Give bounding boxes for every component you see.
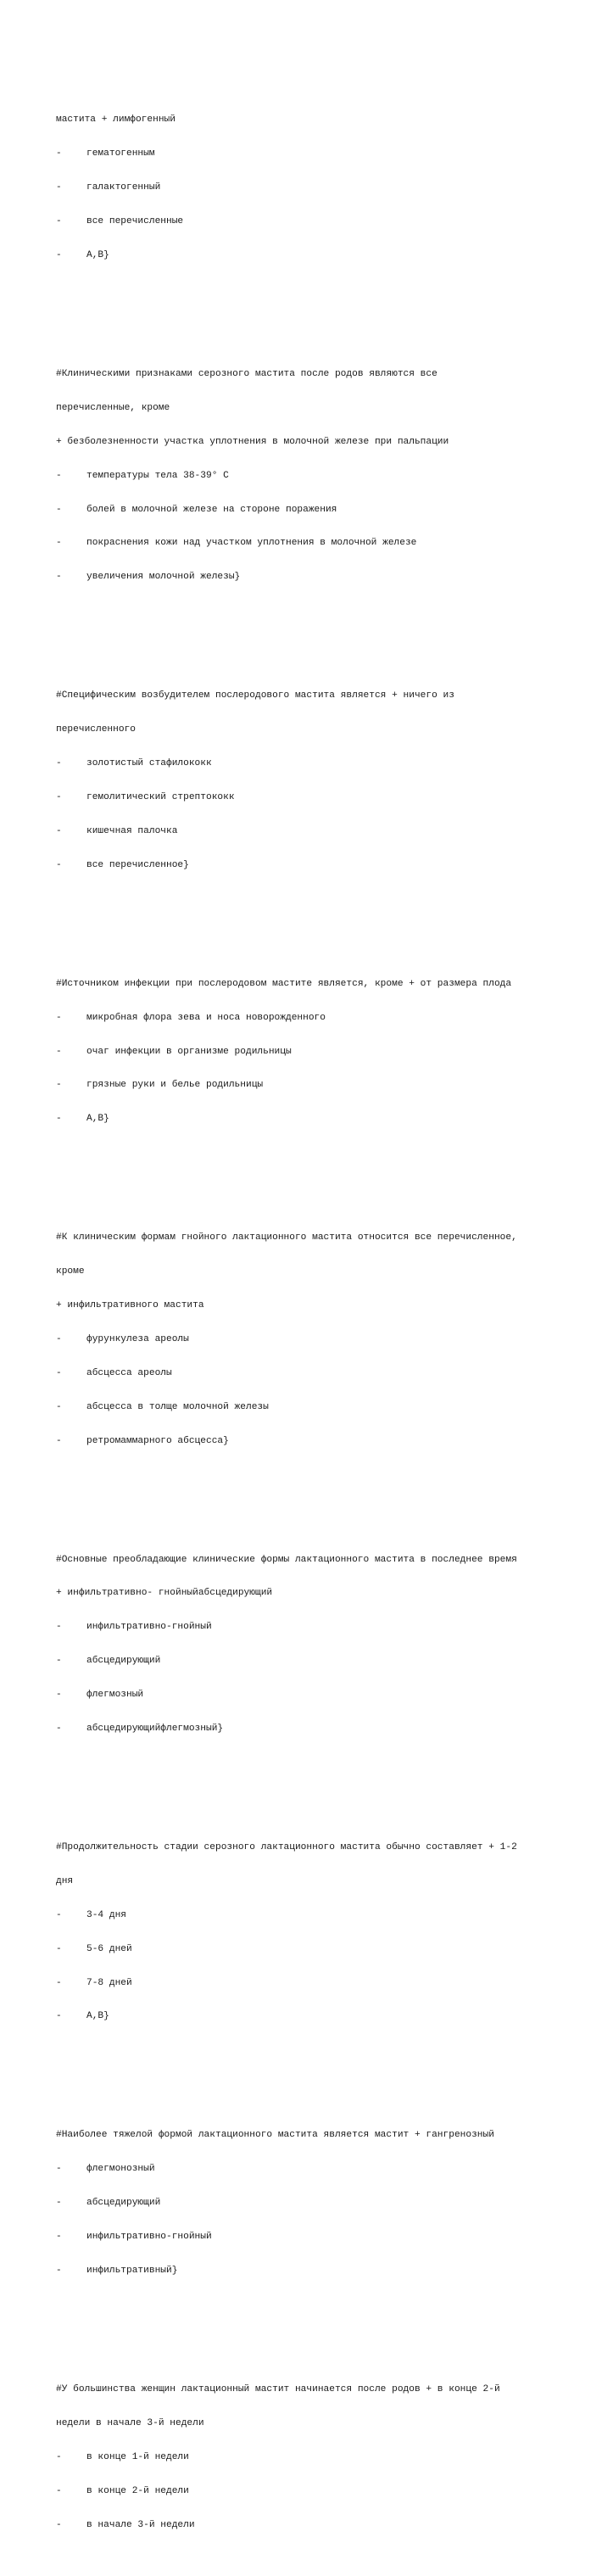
question-block <box>56 92 590 284</box>
option-text: ретромаммарного абсцесса} <box>86 1435 229 1446</box>
option-text: 5-6 дней <box>86 1943 132 1954</box>
option-dash: - <box>56 1333 62 1344</box>
question-text: #Специфическим возбудителем послеродового мастита является + ничего из <box>56 690 454 701</box>
option-text: абсцесса ареолы <box>86 1367 172 1378</box>
question-text: дня <box>56 1875 74 1886</box>
option-dash: - <box>56 182 62 193</box>
option-text: абсцедирующий <box>86 2198 161 2209</box>
answer-option <box>56 471 590 482</box>
answer-option <box>56 2266 590 2277</box>
option-dash: - <box>56 504 62 515</box>
answer-option <box>56 182 590 193</box>
answer-option <box>56 1978 590 1989</box>
option-text: кишечная палочка <box>86 825 178 836</box>
answer-option <box>56 860 590 871</box>
question-text: #Клиническими признаками серозного мастита после родов являются все <box>56 369 437 380</box>
question-block <box>56 1819 590 2045</box>
option-dash: - <box>56 1690 62 1701</box>
option-text: галактогенный <box>86 182 161 193</box>
answer-option <box>56 758 590 769</box>
question-block <box>56 346 590 606</box>
answer-option <box>56 216 590 227</box>
option-text: микробная флора зева и носа новорожденного <box>86 1012 326 1023</box>
option-text: инфильтративно-гнойный <box>86 1622 212 1633</box>
question-block <box>56 2108 590 2299</box>
answer-option <box>56 505 590 516</box>
question-block <box>56 2361 590 2553</box>
option-dash: - <box>56 538 62 549</box>
correct-answer: + безболезненности участка уплотнения в молочной железе при пальпации <box>56 436 449 447</box>
answer-option <box>56 538 590 549</box>
answer-option <box>56 2232 590 2243</box>
option-dash: - <box>56 2451 62 2462</box>
option-text: все перечисленные <box>86 216 184 227</box>
answer-option <box>56 792 590 803</box>
document-page <box>56 59 590 2576</box>
answer-option <box>56 1656 590 1667</box>
answer-option <box>56 2198 590 2209</box>
option-text: инфильтративный} <box>86 2266 178 2276</box>
correct-answer: + инфильтративно- гнойныйабсцедирующий <box>56 1588 273 1599</box>
answer-option <box>56 1724 590 1735</box>
question-text: #У большинства женщин лактационный мастит начинается после родов + в конце 2-й <box>56 2383 500 2394</box>
option-dash: - <box>56 1909 62 1920</box>
option-text: абсцедирующий <box>86 1656 161 1667</box>
answer-option <box>56 1436 590 1447</box>
answer-option <box>56 2520 590 2531</box>
option-text: покраснения кожи над участком уплотнения в молочной железе <box>86 538 417 549</box>
correct-answer: + инфильтративного мастита <box>56 1300 204 1311</box>
answer-option <box>56 2011 590 2022</box>
option-dash: - <box>56 148 62 159</box>
option-text: грязные руки и белье родильницы <box>86 1080 264 1091</box>
option-text: абсцедирующийфлегмозный} <box>86 1724 224 1735</box>
answer-option <box>56 1334 590 1345</box>
question-text: #К клиническим формам гнойного лактационного мастита относится все перечисленное, <box>56 1232 517 1243</box>
option-text: фурункулеза ареолы <box>86 1333 189 1344</box>
option-dash: - <box>56 758 62 769</box>
option-text: в конце 2-й недели <box>86 2485 189 2496</box>
option-text: инфильтративно-гнойный <box>86 2232 212 2243</box>
option-text: флегмозный <box>86 1690 144 1701</box>
answer-option <box>56 826 590 837</box>
answer-option <box>56 250 590 261</box>
option-dash: - <box>56 792 62 802</box>
question-block <box>56 956 590 1148</box>
option-dash: - <box>56 1046 62 1057</box>
option-text: 3-4 дня <box>86 1909 126 1920</box>
option-text: увеличения молочной железы} <box>86 572 241 583</box>
option-dash: - <box>56 825 62 836</box>
option-dash: - <box>56 1435 62 1446</box>
option-dash: - <box>56 1943 62 1954</box>
answer-option <box>56 1013 590 1024</box>
answer-option <box>56 2452 590 2463</box>
option-dash: - <box>56 1012 62 1023</box>
question-text: #Основные преобладающие клинические формы лактационного мастита в последнее время <box>56 1554 517 1565</box>
option-text: А,В} <box>86 2011 109 2022</box>
option-text: 7-8 дней <box>86 1977 132 1988</box>
question-text: #Наиболее тяжелой формой лактационного мастита является мастит + гангренозный <box>56 2130 494 2141</box>
answer-option <box>56 1047 590 1058</box>
question-text: недели в начале 3-й недели <box>56 2417 204 2428</box>
answer-option <box>56 1690 590 1701</box>
question-text: перечисленного <box>56 724 136 735</box>
option-text: флегмонозный <box>86 2164 155 2175</box>
question-text: #Продолжительность стадии серозного лактационного мастита обычно составляет + 1-2 <box>56 1842 517 1853</box>
answer-option <box>56 2164 590 2175</box>
option-text: А,В} <box>86 250 109 261</box>
answer-option <box>56 2486 590 2497</box>
option-text: в конце 1-й недели <box>86 2451 189 2462</box>
option-dash: - <box>56 1367 62 1378</box>
text-line: мастита + лимфогенный <box>56 115 176 126</box>
question-text: кроме <box>56 1266 85 1277</box>
option-dash: - <box>56 2485 62 2496</box>
question-text: перечисленные, кроме <box>56 402 170 413</box>
answer-option <box>56 1368 590 1379</box>
answer-option <box>56 1910 590 1921</box>
option-text: гематогенным <box>86 148 155 159</box>
option-text: температуры тела 38-39° С <box>86 470 229 481</box>
option-dash: - <box>56 2519 62 2530</box>
question-block <box>56 1210 590 1470</box>
question-block <box>56 668 590 894</box>
option-dash: - <box>56 1114 62 1125</box>
option-dash: - <box>56 2266 62 2276</box>
answer-option <box>56 1622 590 1633</box>
option-dash: - <box>56 470 62 481</box>
answer-option <box>56 148 590 159</box>
option-text: золотистый стафилококк <box>86 758 212 769</box>
option-dash: - <box>56 1724 62 1735</box>
option-dash: - <box>56 216 62 227</box>
option-dash: - <box>56 2198 62 2209</box>
option-text: очаг инфекции в организме родильницы <box>86 1046 292 1057</box>
option-dash: - <box>56 2232 62 2243</box>
option-dash: - <box>56 1977 62 1988</box>
option-dash: - <box>56 1656 62 1667</box>
option-text: в начале 3-й недели <box>86 2519 195 2530</box>
option-dash: - <box>56 859 62 870</box>
option-dash: - <box>56 250 62 261</box>
option-text: все перечисленное} <box>86 859 189 870</box>
option-dash: - <box>56 2164 62 2175</box>
option-text: болей в молочной железе на стороне поражения <box>86 504 337 515</box>
option-text: А,В} <box>86 1114 109 1125</box>
option-dash: - <box>56 572 62 583</box>
answer-option <box>56 1080 590 1091</box>
option-dash: - <box>56 1080 62 1091</box>
option-text: абсцесса в толще молочной железы <box>86 1401 269 1412</box>
question-block <box>56 1532 590 1757</box>
answer-option <box>56 1114 590 1125</box>
question-text: #Источником инфекции при послеродовом мастите является, кроме + от размера плода <box>56 978 512 989</box>
answer-option <box>56 1944 590 1955</box>
option-dash: - <box>56 1622 62 1633</box>
answer-option <box>56 1402 590 1413</box>
option-dash: - <box>56 2011 62 2022</box>
option-text: гемолитический стрептококк <box>86 792 235 802</box>
option-dash: - <box>56 1401 62 1412</box>
answer-option <box>56 572 590 583</box>
